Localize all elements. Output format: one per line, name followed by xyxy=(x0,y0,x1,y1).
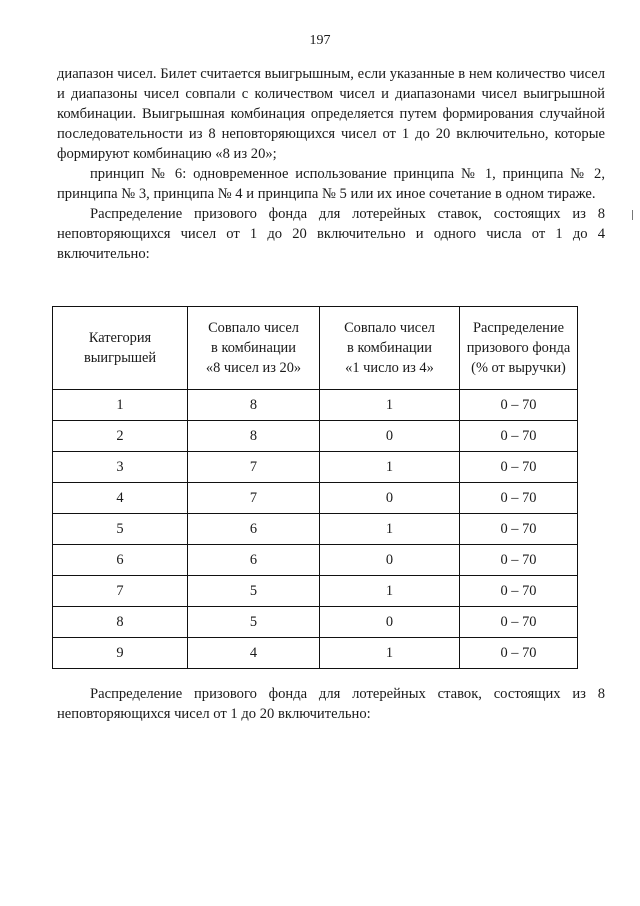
prize-distribution-table xyxy=(52,306,577,666)
cell-matched-8-of-20: 8 xyxy=(188,390,320,421)
cell-matched-8-of-20: 8 xyxy=(188,421,320,452)
cell-prize-fund: 0 – 70 xyxy=(460,607,578,638)
cell-category: 7 xyxy=(53,576,188,607)
cell-matched-8-of-20: 5 xyxy=(188,576,320,607)
cell-prize-fund: 0 – 70 xyxy=(460,452,578,483)
cell-matched-8-of-20: 6 xyxy=(188,514,320,545)
footer-text xyxy=(57,684,605,724)
header-matched-1-of-4: Совпало чисел в комбинации «1 число из 4» xyxy=(320,307,460,390)
paragraph-range-description: диапазон чисел. Билет считается выигрышным, если указанные в нем количество чисел и диапазоны чисел совпали с количеством чисел и диапазонами чисел выигрышной комбинации. Выигрышная комбинация определяется путем формирования случайной последовательности из 8 неповторяющихся чисел от 1 до 20 включительно, которые формируют комбинацию «8 из 20»; xyxy=(57,66,605,162)
cell-category: 1 xyxy=(53,390,188,421)
cell-matched-1-of-4: 1 xyxy=(320,514,460,545)
cell-matched-8-of-20: 5 xyxy=(188,607,320,638)
cell-prize-fund: 0 – 70 xyxy=(460,514,578,545)
cell-matched-8-of-20: 6 xyxy=(188,545,320,576)
cell-category: 8 xyxy=(53,607,188,638)
cell-prize-fund: 0 – 70 xyxy=(460,545,578,576)
table-row xyxy=(53,452,578,483)
cell-category: 2 xyxy=(53,421,188,452)
cell-matched-1-of-4: 0 xyxy=(320,421,460,452)
cell-prize-fund: 0 – 70 xyxy=(460,421,578,452)
cell-prize-fund: 0 – 70 xyxy=(460,483,578,514)
table-row xyxy=(53,638,578,669)
table-row xyxy=(53,421,578,452)
table-row xyxy=(53,514,578,545)
table-row xyxy=(53,545,578,576)
header-matched-8-of-20: Совпало чисел в комбинации «8 чисел из 20» xyxy=(188,307,320,390)
table-row xyxy=(53,607,578,638)
cell-prize-fund: 0 – 70 xyxy=(460,390,578,421)
cell-prize-fund: 0 – 70 xyxy=(460,638,578,669)
cell-matched-8-of-20: 4 xyxy=(188,638,320,669)
table-row xyxy=(53,390,578,421)
cell-matched-8-of-20: 7 xyxy=(188,452,320,483)
cell-matched-8-of-20: 7 xyxy=(188,483,320,514)
paragraph-prize-fund-intro: Распределение призового фонда для лотерейных ставок, состоящих из 8 неповторяющихся чисел от 1 до 20 включительно и одного числа от 1 до 4 включительно: xyxy=(57,206,605,262)
cell-prize-fund: 0 – 70 xyxy=(460,576,578,607)
cell-matched-1-of-4: 1 xyxy=(320,576,460,607)
scan-margin-mark xyxy=(632,210,636,220)
table-row xyxy=(53,483,578,514)
paragraph-prize-fund-next: Распределение призового фонда для лотерейных ставок, состоящих из 8 неповторяющихся чисел от 1 до 20 включительно: xyxy=(57,686,605,722)
cell-matched-1-of-4: 0 xyxy=(320,483,460,514)
cell-matched-1-of-4: 1 xyxy=(320,390,460,421)
page-number: 197 xyxy=(309,33,331,48)
cell-category: 5 xyxy=(53,514,188,545)
cell-category: 6 xyxy=(53,545,188,576)
cell-matched-1-of-4: 0 xyxy=(320,545,460,576)
cell-matched-1-of-4: 0 xyxy=(320,607,460,638)
cell-matched-1-of-4: 1 xyxy=(320,638,460,669)
table-row xyxy=(53,576,578,607)
header-category: Категория выигрышей xyxy=(53,307,188,390)
cell-category: 4 xyxy=(53,483,188,514)
body-text xyxy=(57,64,605,264)
cell-category: 9 xyxy=(53,638,188,669)
cell-matched-1-of-4: 1 xyxy=(320,452,460,483)
cell-category: 3 xyxy=(53,452,188,483)
table-header-row xyxy=(53,307,578,390)
header-prize-fund: Распределение призового фонда (% от выручки) xyxy=(460,307,578,390)
paragraph-principle-6: принцип № 6: одновременное использование принципа № 1, принципа № 2, принципа № 3, принципа № 4 и принципа № 5 или их иное сочетание в одном тираже. xyxy=(57,166,605,202)
